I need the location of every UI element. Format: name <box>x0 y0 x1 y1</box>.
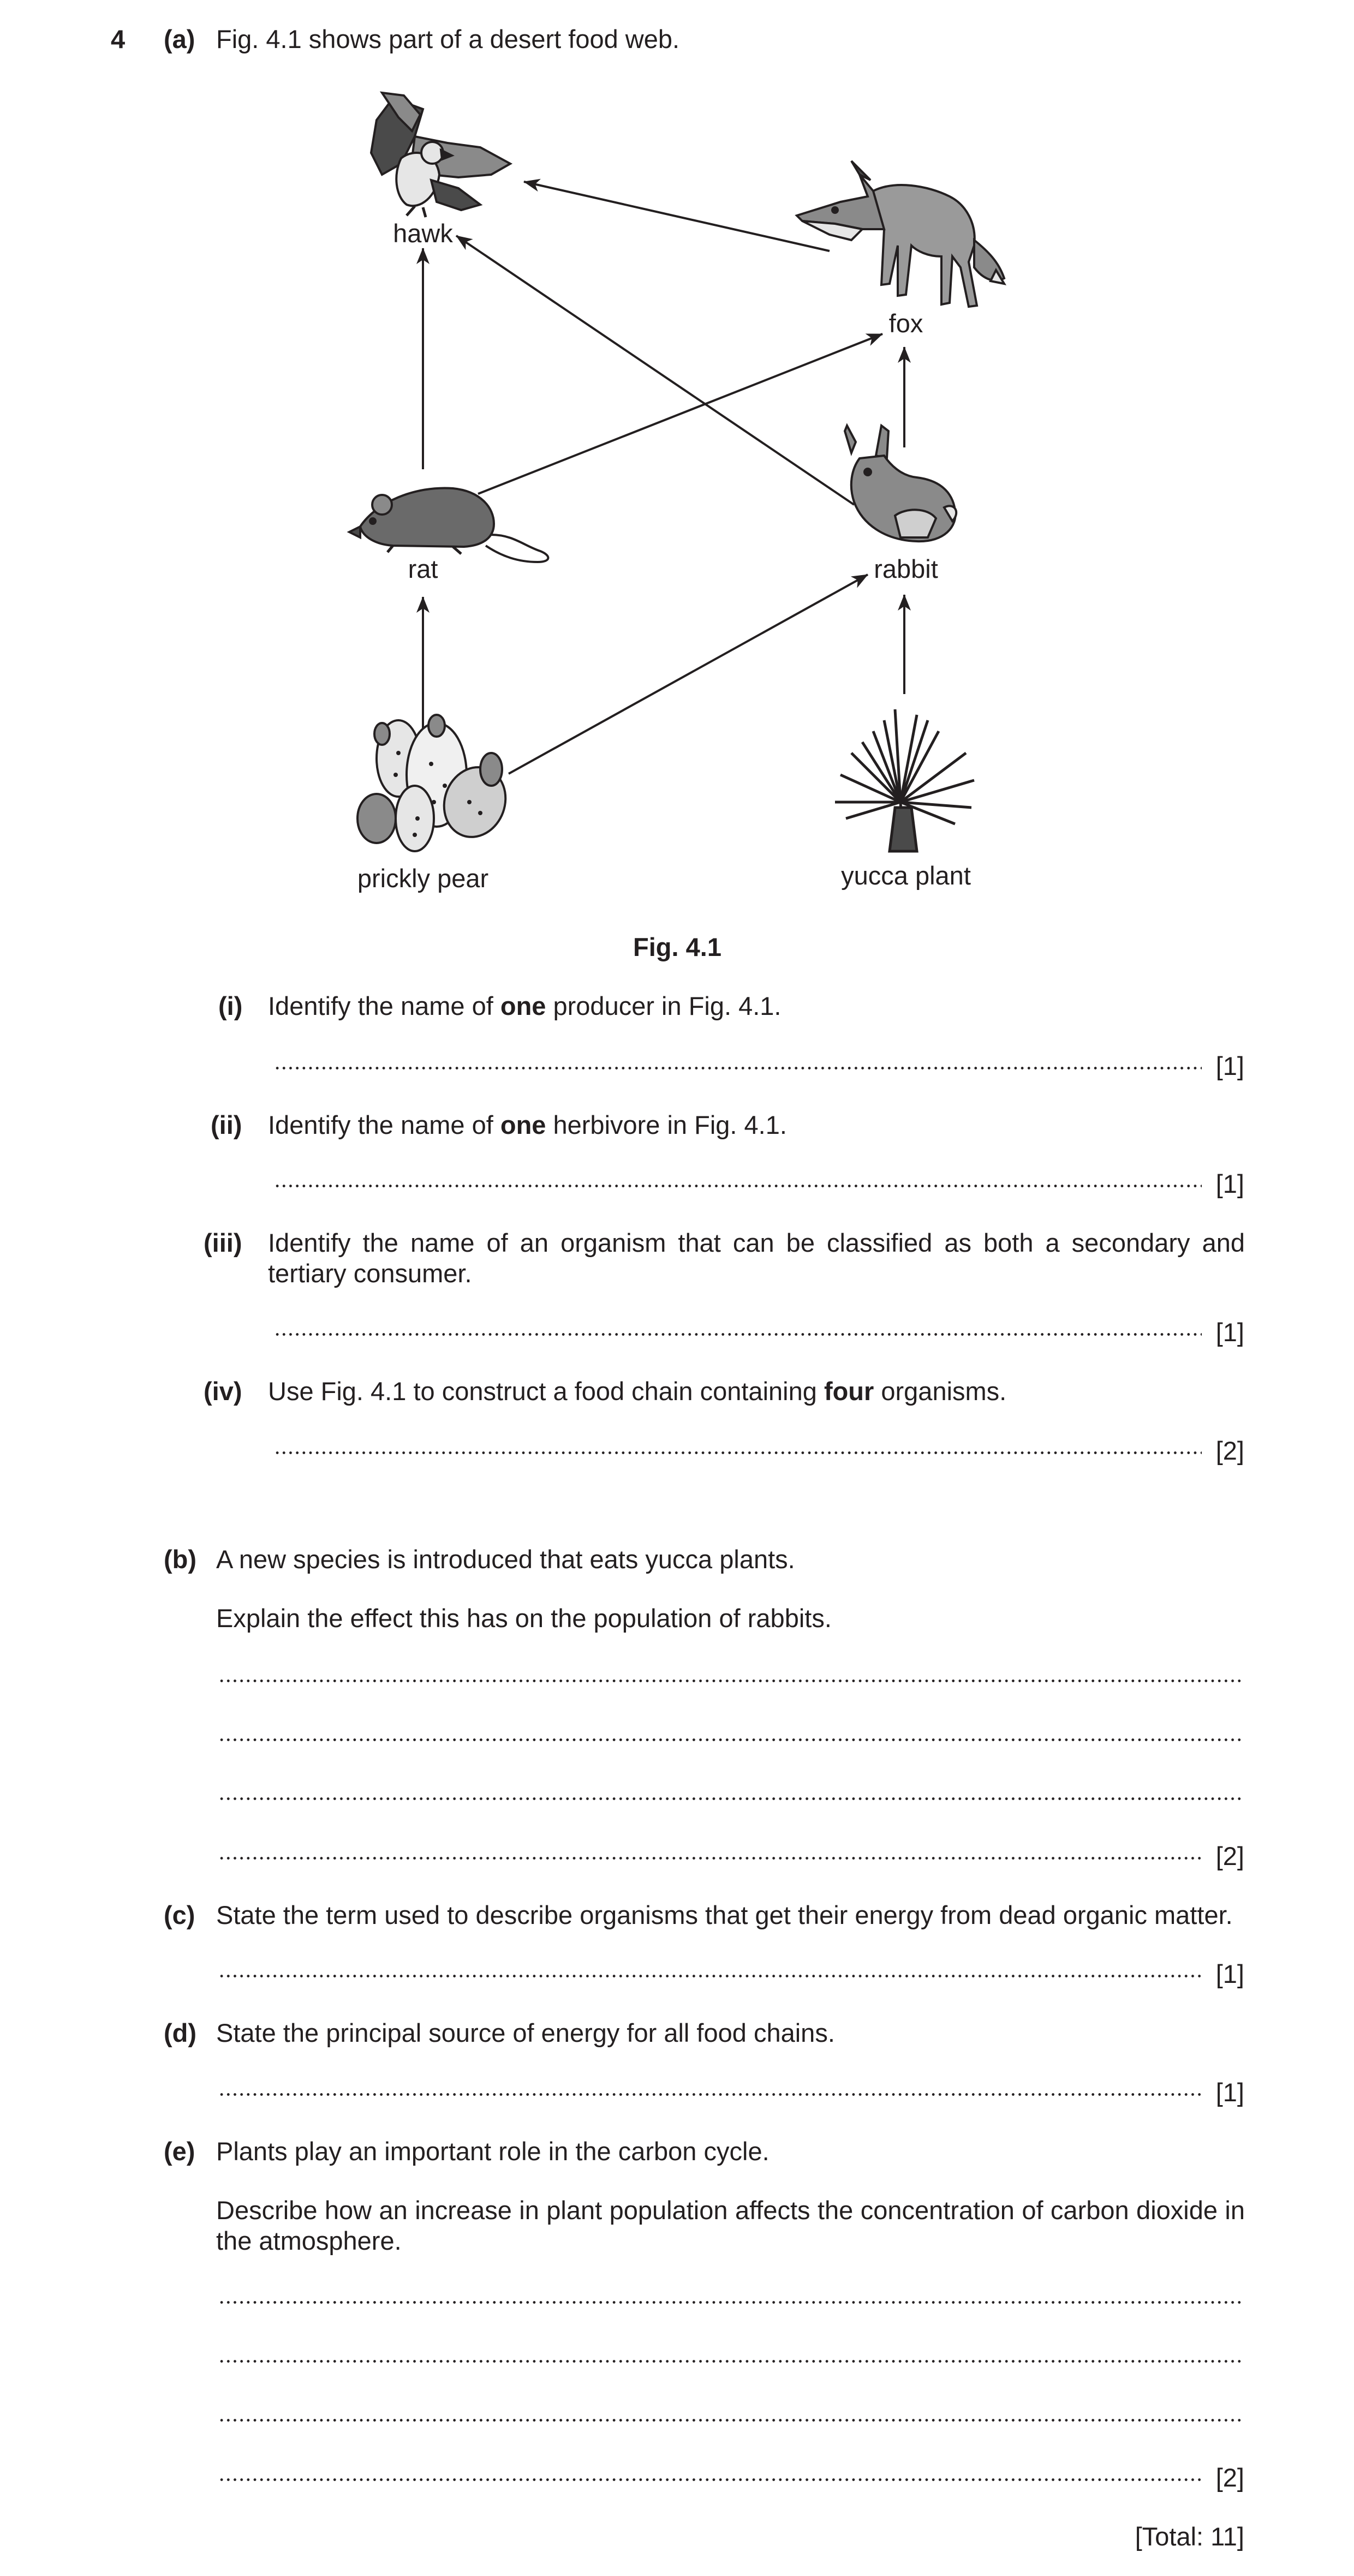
sub-i-label: (i) <box>218 991 243 1020</box>
label-rat: rat <box>408 554 438 583</box>
fox-illustration <box>797 161 1004 307</box>
sub-i-question: Identify the name of one producer in Fig. 4.1. <box>268 991 782 1020</box>
sub-iii-answer-line[interactable] <box>274 1333 1202 1336</box>
yucca-plant-illustration <box>835 709 974 851</box>
part-e-text-1: Plants play an important role in the carbon cycle. <box>216 2137 770 2166</box>
part-c-text: State the term used to describe organisms that get their energy from dead organic matter. <box>216 1900 1233 1929</box>
food-web-figure <box>0 0 1354 955</box>
part-c-answer-line[interactable] <box>218 1975 1202 1977</box>
part-c-label: (c) <box>164 1900 195 1929</box>
label-fox: fox <box>888 309 923 338</box>
sub-iv-answer-line[interactable] <box>274 1451 1202 1454</box>
hawk-illustration <box>371 93 510 217</box>
part-e-marks: [2] <box>1215 2463 1244 2492</box>
arrow-pear-to-rabbit <box>509 575 868 774</box>
part-b-label: (b) <box>164 1545 197 1574</box>
part-e-answer-line-3[interactable] <box>218 2419 1244 2422</box>
arrow-rat-to-fox <box>478 334 882 494</box>
part-e-text-2: Describe how an increase in plant population affects the concentration of carbon dioxide in the atmosphere. <box>216 2196 1245 2255</box>
part-b-answer-line-2[interactable] <box>218 1738 1244 1741</box>
label-rabbit: rabbit <box>874 554 938 583</box>
part-b-answer-line-3[interactable] <box>218 1797 1244 1800</box>
sub-iii-label: (iii) <box>204 1228 242 1257</box>
part-c-marks: [1] <box>1215 1959 1244 1988</box>
sub-iv-marks: [2] <box>1215 1436 1244 1465</box>
sub-ii-answer-line[interactable] <box>274 1185 1202 1187</box>
sub-ii-label: (ii) <box>211 1110 242 1139</box>
sub-iii-marks: [1] <box>1215 1318 1244 1347</box>
arrow-rabbit-to-hawk <box>456 236 854 505</box>
sub-iv-label: (iv) <box>204 1377 242 1406</box>
sub-iii-question: Identify the name of an organism that can be classified as both a secondary and tertiary consumer. <box>268 1228 1245 1288</box>
label-hawk: hawk <box>393 219 453 248</box>
part-d-label: (d) <box>164 2018 197 2047</box>
part-e-answer-line-1[interactable] <box>218 2301 1244 2304</box>
part-b-text-1: A new species is introduced that eats yucca plants. <box>216 1545 795 1574</box>
total-marks: [Total: 11] <box>1135 2522 1244 2551</box>
rat-illustration <box>349 488 548 562</box>
rabbit-illustration <box>845 426 956 541</box>
part-d-text: State the principal source of energy for all food chains. <box>216 2018 835 2047</box>
arrow-fox-to-hawk <box>524 182 830 251</box>
part-d-answer-line[interactable] <box>218 2093 1202 2096</box>
part-b-marks: [2] <box>1215 1842 1244 1870</box>
part-a-intro: Fig. 4.1 shows part of a desert food web. <box>216 25 680 53</box>
label-yucca-plant: yucca plant <box>841 861 971 890</box>
figure-caption: Fig. 4.1 <box>633 933 721 961</box>
sub-ii-question: Identify the name of one herbivore in Fig. 4.1. <box>268 1110 787 1139</box>
question-number: 4 <box>111 25 126 53</box>
part-b-text-2: Explain the effect this has on the population of rabbits. <box>216 1604 832 1633</box>
part-b-answer-line-1[interactable] <box>218 1680 1244 1682</box>
prickly-pear-illustration <box>355 715 518 862</box>
sub-ii-marks: [1] <box>1215 1169 1244 1198</box>
sub-i-marks: [1] <box>1215 1051 1244 1080</box>
sub-i-answer-line[interactable] <box>274 1067 1202 1069</box>
part-e-answer-line-2[interactable] <box>218 2360 1244 2363</box>
part-e-label: (e) <box>164 2137 195 2166</box>
part-e-answer-line-4[interactable] <box>218 2478 1202 2481</box>
part-a-label: (a) <box>164 25 195 53</box>
sub-iv-question: Use Fig. 4.1 to construct a food chain containing four organisms. <box>268 1377 1007 1406</box>
part-b-answer-line-4[interactable] <box>218 1857 1202 1860</box>
part-d-marks: [1] <box>1215 2078 1244 2107</box>
label-prickly-pear: prickly pear <box>357 864 489 893</box>
